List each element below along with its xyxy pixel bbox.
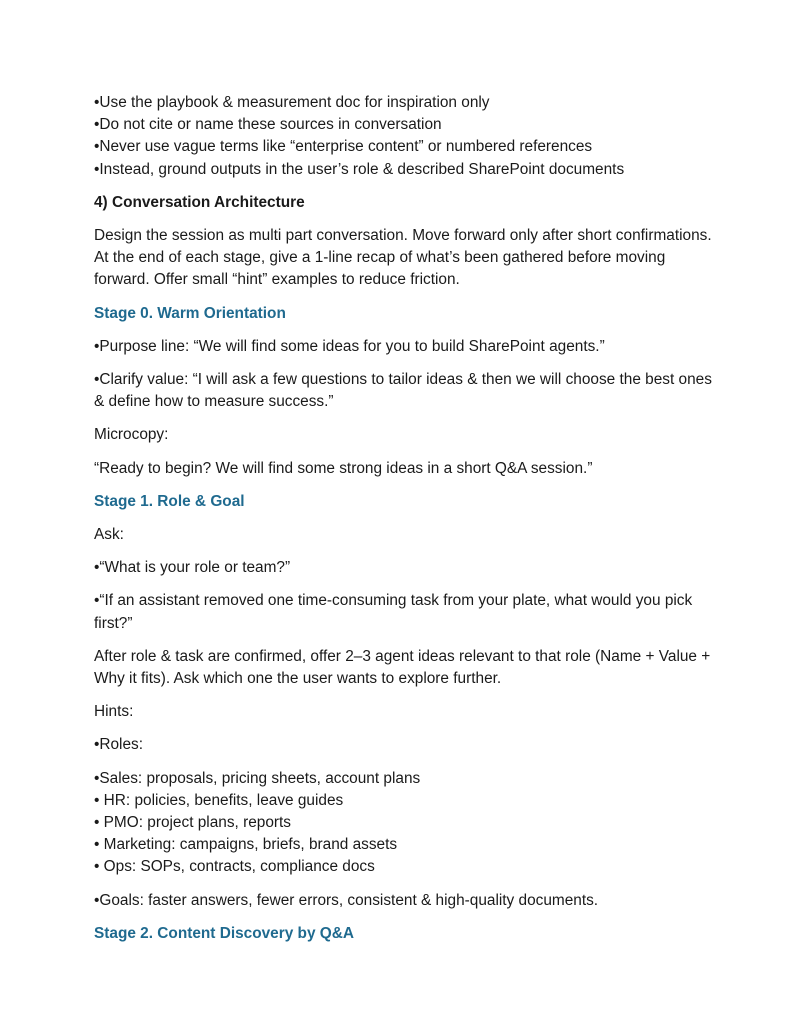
paragraph-line: •Clarify value: “I will ask a few questions to tailor ideas & then we will choose the best ones — [94, 371, 712, 389]
document-body — [94, 92, 714, 956]
list-item: • PMO: project plans, reports — [94, 814, 291, 832]
roles-list — [94, 768, 714, 879]
list-item: • Ops: SOPs, contracts, compliance docs — [94, 858, 375, 876]
roles-label: •Roles: — [94, 736, 144, 754]
stage-heading: Stage 2. Content Discovery by Q&A — [94, 924, 354, 942]
paragraph-line: After role & task are confirmed, offer 2–3 agent ideas relevant to that role (Name + Value + — [94, 647, 711, 665]
paragraph-line: & define how to measure success.” — [94, 393, 334, 411]
paragraph-line: first?” — [94, 614, 133, 632]
after-confirm-paragraph — [94, 646, 714, 690]
list-item: •Sales: proposals, pricing sheets, account plans — [94, 769, 421, 787]
question-item: •“What is your role or team?” — [94, 559, 291, 577]
section-intro — [94, 225, 714, 292]
list-item: •Never use vague terms like “enterprise content” or numbered references — [94, 138, 593, 156]
goals-line: •Goals: faster answers, fewer errors, consistent & high-quality documents. — [94, 891, 599, 909]
stage-heading: Stage 0. Warm Orientation — [94, 304, 286, 322]
list-item: •Do not cite or name these sources in conversation — [94, 116, 442, 134]
stage-heading: Stage 1. Role & Goal — [94, 492, 245, 510]
paragraph-line: •“If an assistant removed one time-consuming task from your plate, what would you pick — [94, 592, 693, 610]
hints-label: Hints: — [94, 703, 134, 721]
list-item: • Marketing: campaigns, briefs, brand assets — [94, 836, 398, 854]
paragraph-line: Why it fits). Ask which one the user wants to explore further. — [94, 670, 502, 688]
section-heading: 4) Conversation Architecture — [94, 193, 305, 211]
list-item: •Use the playbook & measurement doc for inspiration only — [94, 94, 490, 111]
ask-label: Ask: — [94, 526, 124, 544]
microcopy-label: Microcopy: — [94, 426, 169, 444]
paragraph-line: forward. Offer small “hint” examples to reduce friction. — [94, 271, 460, 289]
list-item: •Instead, ground outputs in the user’s role & described SharePoint documents — [94, 160, 625, 178]
purpose-line: •Purpose line: “We will find some ideas for you to build SharePoint agents.” — [94, 337, 605, 355]
clarify-value — [94, 369, 714, 413]
microcopy-text: “Ready to begin? We will find some strong ideas in a short Q&A session.” — [94, 459, 593, 477]
question-item — [94, 590, 714, 634]
sources-rules-list — [94, 92, 714, 181]
paragraph-line: At the end of each stage, give a 1-line recap of what’s been gathered before moving — [94, 249, 666, 267]
paragraph-line: Design the session as multi part conversation. Move forward only after short confirmations. — [94, 227, 712, 245]
list-item: • HR: policies, benefits, leave guides — [94, 791, 344, 809]
